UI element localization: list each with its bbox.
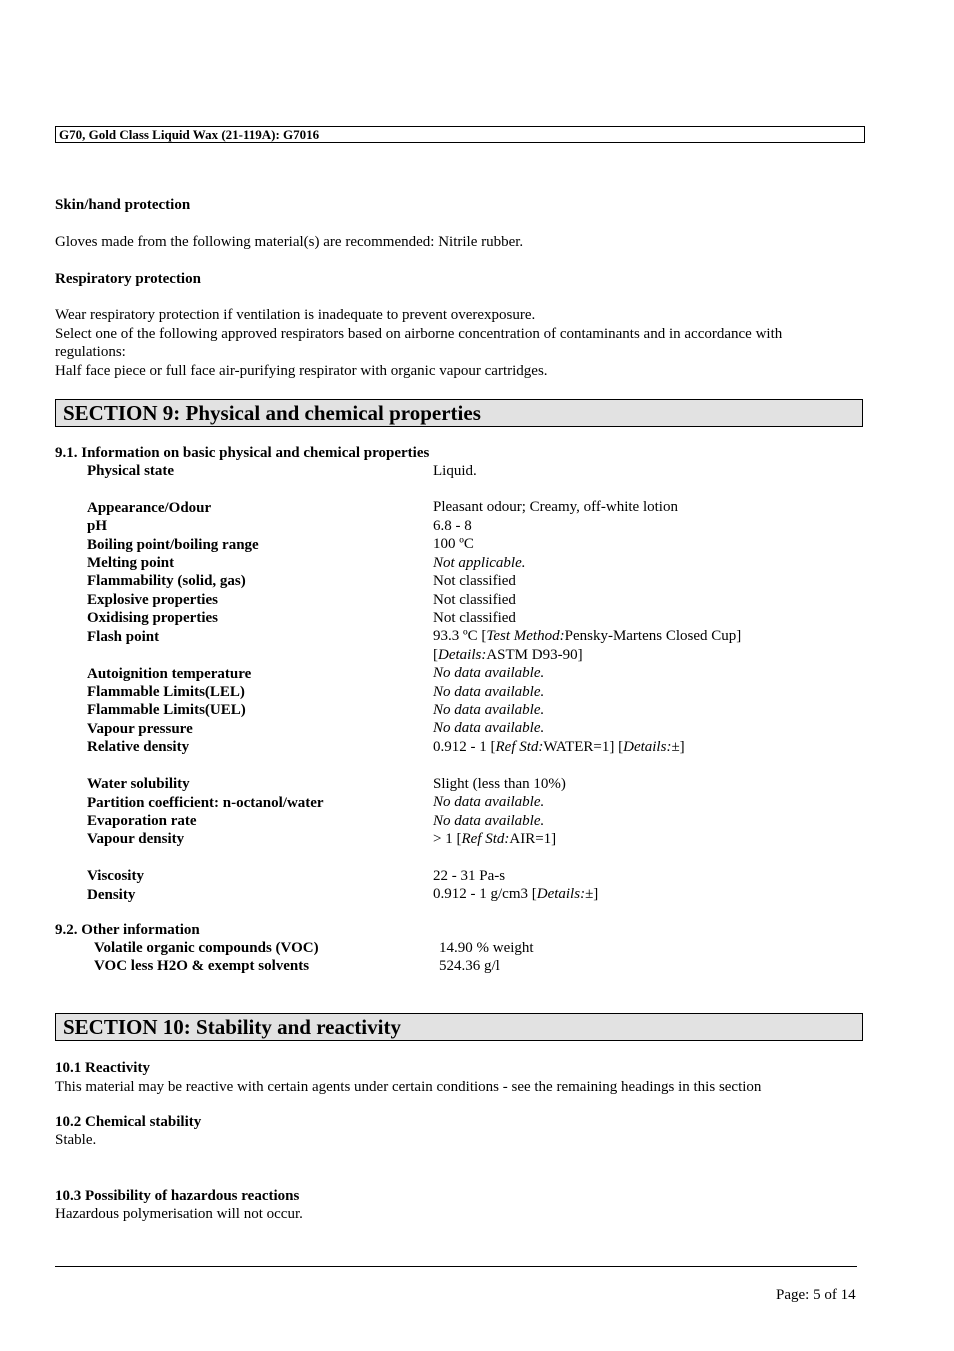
product-header: G70, Gold Class Liquid Wax (21-119A): G7016 [59,127,320,142]
property-value: 100 ºC [433,536,474,552]
property-value: No data available. [433,813,545,829]
property-value: Not classified [433,573,516,589]
value-part: [ [433,647,438,663]
section-10-title: SECTION 10: Stability and reactivity [63,1015,401,1039]
value-part: ±] [671,739,685,755]
subsection-9-1-heading: 9.1. Information on basic physical and chemical properties [55,445,430,461]
property-label: pH [87,518,108,534]
respiratory-protection-heading: Respiratory protection [55,271,201,287]
property-label: Density [87,887,136,903]
property-label: Evaporation rate [87,813,197,829]
value-part: Test Method: [486,628,565,644]
value-part: WATER=1] [ [543,739,624,755]
value-part: AIR=1] [509,831,557,847]
value-part: Pensky-Martens Closed Cup] [564,628,742,644]
section-9-title: SECTION 9: Physical and chemical properties [63,401,481,425]
property-label: Oxidising properties [87,610,218,626]
property-value: No data available. [433,684,545,700]
value-part: > 1 [ [433,831,462,847]
skin-protection-text: Gloves made from the following material(s) are recommended: Nitrile rubber. [55,234,524,250]
value-part: Details: [623,739,672,755]
property-label: VOC less H2O & exempt solvents [94,958,310,974]
respiratory-text-line: Select one of the following approved respirators based on airborne concentration of contaminants and in accordance with [55,326,783,342]
property-value: Not classified [433,592,516,608]
hazardous-reactions-heading: 10.3 Possibility of hazardous reactions [55,1188,300,1204]
section-9-header [55,399,863,427]
reactivity-text: This material may be reactive with certain agents under certain conditions - see the remaining headings in this section [55,1079,762,1095]
property-value [433,647,583,664]
value-part: Ref Std: [495,739,544,755]
value-part: 93.3 ºC [ [433,628,487,644]
chemical-stability-text: Stable. [55,1132,97,1148]
property-label: Relative density [87,739,190,755]
skin-protection-heading: Skin/hand protection [55,197,191,213]
property-label: Appearance/Odour [87,500,212,516]
property-label: Flammable Limits(UEL) [87,702,246,718]
property-label: Partition coefficient: n-octanol/water [87,795,324,811]
property-value: Liquid. [433,463,477,479]
property-value: No data available. [433,702,545,718]
property-label: Viscosity [87,868,144,884]
property-value: Not applicable. [433,555,526,571]
property-value: Not classified [433,610,516,626]
property-value: 524.36 g/l [439,958,500,974]
property-value: Slight (less than 10%) [433,776,566,792]
section-10-header [55,1013,863,1041]
property-value [433,739,685,756]
chemical-stability-heading: 10.2 Chemical stability [55,1114,202,1130]
property-label: Volatile organic compounds (VOC) [94,940,319,956]
property-label: Vapour pressure [87,721,193,737]
property-value: 6.8 - 8 [433,518,472,534]
property-label: Flash point [87,629,160,645]
property-label: Autoignition temperature [87,666,252,682]
property-label: Water solubility [87,776,190,792]
value-part: 0.912 - 1 [ [433,739,496,755]
value-part: Details: [536,886,586,902]
value-part: ±] [585,886,599,902]
value-part: Ref Std: [461,831,510,847]
property-value: 14.90 % weight [439,940,534,956]
value-part: ASTM D93-90] [486,647,583,663]
property-value: 22 - 31 Pa-s [433,868,506,884]
respiratory-text-line: regulations: [55,344,126,360]
hazardous-reactions-text: Hazardous polymerisation will not occur. [55,1206,303,1222]
property-label: Vapour density [87,831,185,847]
property-value: No data available. [433,720,545,736]
value-part: 0.912 - 1 g/cm3 [ [433,886,537,902]
property-value [433,831,556,848]
property-label: Flammability (solid, gas) [87,573,246,589]
property-value [433,628,741,645]
property-label: Physical state [87,463,175,479]
value-part: Details: [438,647,487,663]
subsection-9-2-heading: 9.2. Other information [55,922,200,938]
property-value: No data available. [433,794,545,810]
property-label: Melting point [87,555,175,571]
document-header-box [55,126,865,143]
property-label: Explosive properties [87,592,218,608]
property-value: Pleasant odour; Creamy, off-white lotion [433,499,678,515]
property-label: Boiling point/boiling range [87,537,259,553]
page-number: Page: 5 of 14 [776,1287,856,1303]
respiratory-text-line: Wear respiratory protection if ventilation is inadequate to prevent overexposure. [55,307,536,323]
footer-divider [55,1266,857,1267]
property-value [433,886,598,903]
property-value: No data available. [433,665,545,681]
property-label: Flammable Limits(LEL) [87,684,245,700]
respiratory-text-line: Half face piece or full face air-purifying respirator with organic vapour cartridges. [55,363,548,379]
reactivity-heading: 10.1 Reactivity [55,1060,150,1076]
